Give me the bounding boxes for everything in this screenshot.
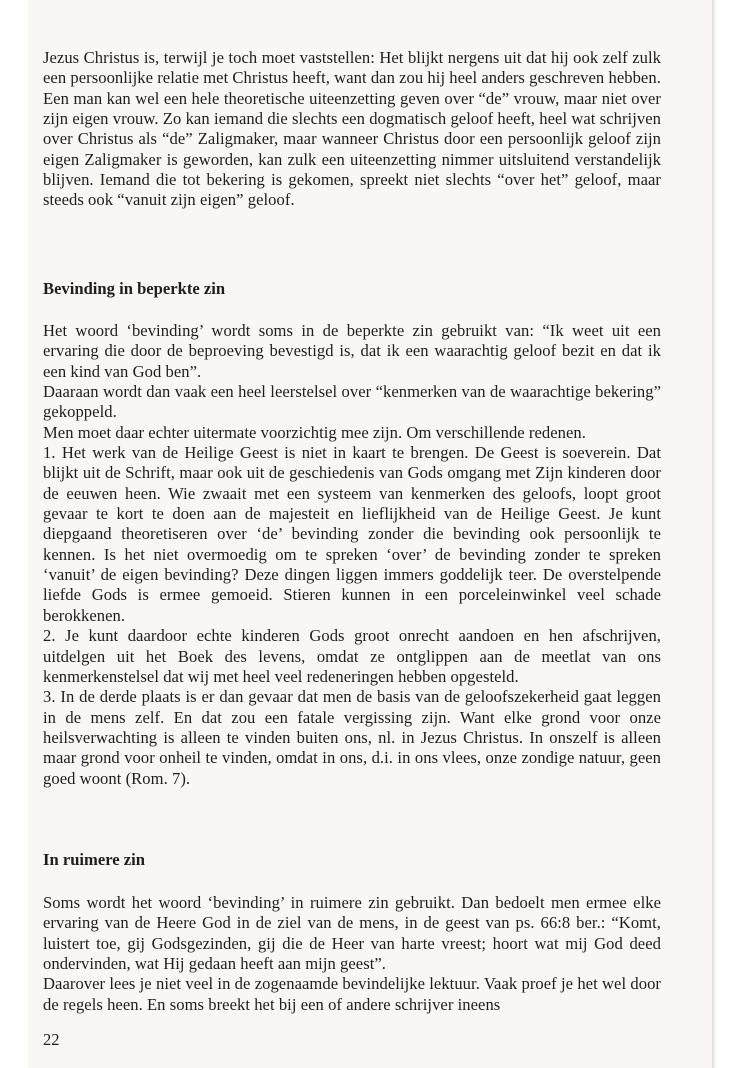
text-block-beperkte-zin <box>43 321 661 789</box>
numbered-paragraph: 2. Je kunt daardoor echte kinderen Gods groot onrecht aandoen en hen afschrijven, uitdelgen uit het Boek des levens, omdat ze ontglippen aan de meetlat van ons kenmerkenstelsel dat wij met heel veel redeneringen hebben opgesteld. <box>43 626 661 686</box>
paragraph: Het woord ‘bevinding’ wordt soms in de beperkte zin gebruikt van: “Ik weet uit een ervaring die door de beproeving bevestigd is, dat ik een waarachtig geloof bezit en dat ik een kind van God ben”. <box>43 321 661 381</box>
numbered-paragraph: 1. Het werk van de Heilige Geest is niet in kaart te brengen. De Geest is soeverein. Dat blijkt uit de Schrift, maar ook uit de geschiedenis van Gods omgang met Zijn kinderen door de eeuwen heen. Wie zwaait met een systeem van kenmerken des geloofs, loopt groot gevaar te kort te doen aan de majesteit en lieflijkheid van de Heilige Geest. Je kunt diepgaand theoretiseren over ‘de’ bevinding zonder die bevinding ook persoonlijk te kennen. Is het niet overmoedig om te spreken ‘over’ de bevinding zonder te spreken ‘vanuit’ de eigen bevinding? Deze dingen liggen immers goddelijk teer. De overstelpende liefde Gods is ermee gemoeid. Stieren kunnen in een porceleinwinkel veel schade berokkenen. <box>43 443 661 625</box>
paragraph: Soms wordt het woord ‘bevinding’ in ruimere zin gebruikt. Dan bedoelt men ermee elke ervaring van de Heere God in de ziel van de mens, in de geest van ps. 66:8 ber.: “Komt, luistert toe, gij Godsgezinden, gij die de Heer van harte vreest; hoort wat mij God deed ondervinden, wat Hij gedaan heeft aan mijn geest”. <box>43 893 661 974</box>
numbered-paragraph: 3. In de derde plaats is er dan gevaar dat men de basis van de geloofszekerheid gaat leggen in de mens zelf. En dat zou een fatale vergissing zijn. Want elke grond voor onze heilsverwachting is alleen te vinden buiten ons, nl. in Jezus Christus. In onszelf is alleen maar grond voor onheil te vinden, omdat in ons, d.i. in ons vlees, onze zondige natuur, geen goed woont (Rom. 7). <box>43 687 661 788</box>
text-block-intro <box>43 48 661 211</box>
paragraph: Men moet daar echter uitermate voorzichtig mee zijn. Om verschillende redenen. <box>43 422 586 442</box>
section-heading-ruimere-zin: In ruimere zin <box>43 850 146 869</box>
page-number: 22 <box>43 1030 60 1049</box>
text-block-ruimere-zin <box>43 893 661 1015</box>
section-heading-beperkte-zin: Bevinding in beperkte zin <box>43 279 226 298</box>
paragraph: Daaraan wordt dan vaak een heel leerstelsel over “kenmerken van de waarachtige bekering” gekoppeld. <box>43 382 661 422</box>
paragraph: Een man kan wel een hele theoretische uiteenzetting geven over “de” vrouw, maar niet over zijn eigen vrouw. Zo kan iemand die slechts een dogmatisch geloof heeft, heel wat schrijven over Christus als “de” Zaligmaker, maar wanneer Christus door een persoonlijk geloof zijn eigen Zaligmaker is geworden, kan zulk een uiteenzetting nimmer uitsluitend verstandelijk blijven. Iemand die tot bekering is gekomen, spreekt niet slechts “over het” geloof, maar steeds ook “vanuit zijn eigen” geloof. <box>43 88 661 210</box>
paragraph: Jezus Christus is, terwijl je toch moet vaststellen: Het blijkt nergens uit dat hij ook zelf zulk een persoonlijke relatie met Christus heeft, want dan zou hij heel anders geschreven hebben. <box>43 48 661 88</box>
page-edge <box>712 0 716 1068</box>
paragraph: Daarover lees je niet veel in de zogenaamde bevindelijke lektuur. Vaak proef je het wel door de regels heen. En soms breekt het bij een of andere schrijver ineens <box>43 974 661 1014</box>
